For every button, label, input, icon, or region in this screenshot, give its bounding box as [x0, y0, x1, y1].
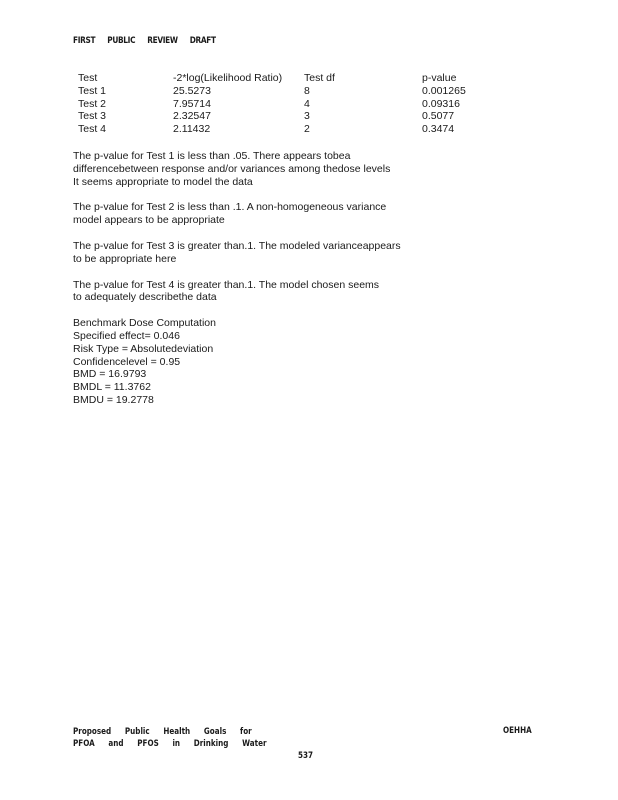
table-row: [73, 85, 502, 98]
footer-line: PFOA and PFOS in Drinking Water: [73, 739, 267, 749]
column-header: Test: [78, 72, 98, 84]
table-row: [73, 110, 502, 123]
text-line: The p-value for Test 4 is greater than.1. The model chosen seems: [73, 278, 380, 291]
footer-agency: OEHHA: [503, 726, 532, 736]
footer-document-title: [73, 726, 267, 750]
table-cell: 4: [304, 97, 310, 110]
confidence-level: Confidencelevel = 0.95: [73, 355, 181, 368]
text-line: The p-value for Test 1 is less than .05. There appears tobea: [73, 150, 351, 162]
test-4-interpretation: [73, 279, 453, 305]
table-cell: Test 1: [78, 84, 107, 97]
bmd-value: BMD = 16.9793: [73, 368, 147, 381]
table-cell: 2: [304, 123, 310, 136]
text-line: to be appropriate here: [73, 252, 177, 265]
table-cell: 2.32547: [173, 110, 211, 123]
table-cell: Test 3: [78, 110, 107, 123]
text-line: to adequately describethe data: [73, 291, 217, 304]
table-cell: 8: [304, 84, 310, 97]
benchmark-dose-computation: [73, 317, 453, 407]
bmdu-value: BMDU = 19.2778: [73, 393, 154, 406]
risk-type: Risk Type = Absolutedeviation: [73, 342, 214, 355]
table-cell: 7.95714: [173, 97, 211, 110]
test-3-interpretation: [73, 240, 453, 266]
table-cell: 25.5273: [173, 84, 211, 97]
column-header: -2*log(Likelihood Ratio): [173, 72, 283, 84]
specified-effect: Specified effect= 0.046: [73, 329, 180, 342]
page-number: 537: [298, 751, 314, 761]
table-header-row: [73, 72, 502, 85]
table-cell: 0.5077: [422, 110, 455, 123]
table-row: [73, 123, 502, 136]
text-line: model appears to be appropriate: [73, 214, 225, 227]
column-header: p-value: [422, 72, 457, 84]
table-cell: 0.3474: [422, 123, 455, 136]
bmdl-value: BMDL = 11.3762: [73, 381, 151, 394]
text-line: The p-value for Test 2 is less than .1. A non-homogeneous variance: [73, 201, 387, 214]
table-cell: Test 4: [78, 123, 107, 136]
text-line: differencebetween response and/or variances among thedose levels: [73, 162, 391, 175]
test-2-interpretation: [73, 201, 453, 227]
results-body: [73, 150, 453, 407]
column-header: Test df: [304, 72, 335, 84]
page-header: FIRST PUBLIC REVIEW DRAFT: [73, 36, 216, 46]
likelihood-ratio-tests-table: [73, 72, 502, 136]
table-cell: 2.11432: [173, 123, 211, 136]
table-cell: 3: [304, 110, 310, 123]
table-cell: 0.001265: [422, 84, 466, 97]
test-1-interpretation: [73, 150, 453, 188]
text-line: It seems appropriate to model the data: [73, 175, 253, 188]
table-row: [73, 98, 502, 111]
benchmark-heading: Benchmark Dose Computation: [73, 317, 216, 330]
table-cell: Test 2: [78, 97, 107, 110]
footer-line: Proposed Public Health Goals for: [73, 727, 252, 737]
table-cell: 0.09316: [422, 97, 460, 110]
text-line: The p-value for Test 3 is greater than.1. The modeled varianceappears: [73, 239, 401, 252]
